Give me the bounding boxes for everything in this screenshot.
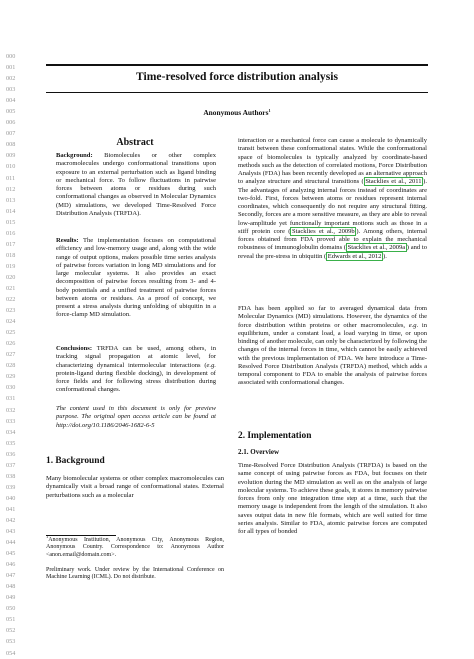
abstract-conclusions-text-1: TRFDA can be used, among others, in tracking signal propagation at atomic level, for characterizing dynamical intermolecular interactions ( — [56, 345, 216, 369]
line-number: 039 — [6, 483, 16, 491]
line-number: 012 — [6, 185, 16, 193]
abstract-conclusions — [56, 345, 216, 395]
line-number: 036 — [6, 450, 16, 458]
overview-paragraph: Time-Resolved Force Distribution Analysis (TRFDA) is based on the same concept of using pairwise forces as FDA, but focuses on their evolution during the MD simulation as well as on the analysis of large molecular systems. To achieve these goals, it stores in memory pairwise forces from only one integration time step at a time, such that the memory usage is independent from the length of the simulation. It also saves output data in new file formats, which are well suited for time series analysis. Similar to FDA, atomic pairwise forces are computed for all types of bonded — [238, 462, 427, 535]
intro-p2-b: in equilibrium, under a constant load, a load varying in time, or upon binding of another molecule, can only be characterized by following the changes of the internal forces in time, which cannot be easily achieved with the previous implementation of FDA. We here introduce a Time-Resolved Force Distribution Analysis (TRFDA) method, which adds a temporal component to FDA to enable the analysis of pairwise forces associated with conformational changes. — [238, 321, 428, 387]
authors — [46, 108, 428, 117]
abstract-heading: Abstract — [116, 137, 154, 148]
authors-footnote-mark: 1 — [268, 108, 271, 113]
abstract-results-text: The implementation focuses on computational efficiency and low-memory usage and, along with the wide range of output options, makes possible time series analysis of pairwise forces variation in long MD simulations and for large molecular systems. It also provides an exact decomposition of pairwise forces resulting from 3- and 4-body potentials and a unified treatment of pairwise forces between atoms or residues. As a proof of concept, we present a stress analysis during unfolding of ubiquitin in a force-clamp MD simulation. — [56, 237, 216, 319]
abstract-conclusions-label: Conclusions: — [56, 345, 93, 352]
line-number: 007 — [6, 130, 16, 138]
intro-paragraph-1 — [238, 137, 427, 261]
abstract-results-label: Results: — [56, 237, 79, 244]
abstract-background-label: Background: — [56, 152, 93, 159]
citation-stacklies-2011[interactable]: Stacklies et al., 2011 — [365, 178, 422, 186]
footnote-preliminary: Preliminary work. Under review by the International Conference on Machine Learning (ICML). Do not distribute. — [46, 567, 224, 581]
line-number: 046 — [6, 561, 16, 569]
line-number: 043 — [6, 528, 16, 536]
line-number: 044 — [6, 539, 16, 547]
intro-p1-d: ) and to reveal the pre-stress in ubiquitin ( — [238, 244, 427, 260]
intro-p1-e: ). — [383, 252, 387, 260]
line-number: 038 — [6, 472, 16, 480]
line-number: 003 — [6, 86, 16, 94]
line-number: 016 — [6, 229, 16, 237]
line-number: 002 — [6, 75, 16, 83]
line-number: 033 — [6, 417, 16, 425]
line-number: 041 — [6, 505, 16, 513]
line-number: 042 — [6, 516, 16, 524]
line-number: 045 — [6, 550, 16, 558]
line-number: 005 — [6, 108, 16, 116]
line-number: 008 — [6, 141, 16, 149]
line-number: 052 — [6, 627, 16, 635]
line-number: 054 — [6, 649, 16, 657]
paper-title: Time-resolved force distribution analysis — [136, 70, 338, 83]
line-number: 017 — [6, 240, 16, 248]
background-paragraph: Many biomolecular systems or other complex macromolecules can dynamically visit a broad range of conformational states. External perturbations such as a molecular — [46, 475, 224, 499]
intro-p1-a: interaction or a mechanical force can cause a molecule to dynamically transit between these conformational states. While the conformational space of biomolecules is typically analyzed by coordinate-based methods such as the detection of correlated motions, Force Distribution Analysis (FDA) has been recently developed as an alternative approach to analyze structure and structural transitions ( — [238, 137, 427, 186]
background-heading: 1. Background — [46, 456, 105, 466]
line-number: 013 — [6, 196, 16, 204]
line-number: 040 — [6, 494, 16, 502]
line-number: 030 — [6, 384, 16, 392]
citation-stacklies-2009a[interactable]: Stacklies et al., 2009a — [347, 244, 406, 252]
line-number: 021 — [6, 284, 16, 292]
footnote-affiliation — [46, 534, 224, 559]
line-number: 009 — [6, 152, 16, 160]
abstract-conclusions-eg: e.g. — [206, 361, 216, 369]
footnote-affiliation-text: Anonymous Institution, Anonymous City, Anonymous Region, Anonymous Country. Correspondence to: Anonymous Author <anon.email@domain.com>. — [46, 537, 224, 558]
line-number: 034 — [6, 428, 16, 436]
line-number: 001 — [6, 64, 16, 72]
citation-edwards-2012[interactable]: Edwards et al., 2012 — [327, 252, 382, 260]
line-number: 035 — [6, 439, 16, 447]
line-number: 048 — [6, 583, 16, 591]
line-number: 022 — [6, 296, 16, 304]
intro-p2-eg: e.g. — [408, 321, 419, 329]
line-number: 006 — [6, 119, 16, 127]
line-number: 004 — [6, 97, 16, 105]
footnote-rule — [46, 535, 116, 536]
line-number: 025 — [6, 329, 16, 337]
line-number: 019 — [6, 262, 16, 270]
implementation-heading: 2. Implementation — [238, 431, 312, 441]
line-number: 049 — [6, 594, 16, 602]
line-number: 028 — [6, 362, 16, 370]
line-number: 047 — [6, 572, 16, 580]
intro-p2-a: FDA has been applied so far to averaged dynamical data from Molecular Dynamics (MD) simulations. However, the dynamics of the force distribution within proteins or other macromolecules, — [238, 305, 427, 329]
line-number: 031 — [6, 395, 16, 403]
intro-p1-c: ). Among others, internal forces obtained from FDA proved able to explain the mechanical robustness of immunoglobulin domains ( — [238, 227, 428, 252]
citation-stacklies-2009b[interactable]: Stacklies et al., 2009b — [292, 227, 355, 235]
line-number: 053 — [6, 638, 16, 646]
line-number: 020 — [6, 273, 16, 281]
line-number: 018 — [6, 251, 16, 259]
authors-text: Anonymous Authors — [203, 108, 269, 117]
line-number: 026 — [6, 340, 16, 348]
line-number: 015 — [6, 218, 16, 226]
title-rule-top — [46, 64, 428, 66]
line-number: 024 — [6, 318, 16, 326]
line-number: 050 — [6, 605, 16, 613]
abstract-background-text: Biomolecules or other complex macromolecules undergo conformational transitions upon exposure to an external perturbation such as ligand binding or mechanical force. To follow fluctuations in pairwise forces between atoms or residues during such conformational changes as observed in Molecular Dynamics (MD) simulations, we developed Time-Resolved Force Distribution Analysis (TRFDA). — [56, 152, 216, 217]
footnote-mark: 1 — [46, 534, 49, 539]
title-rule-bottom — [46, 92, 428, 93]
abstract-background — [56, 152, 216, 218]
line-number: 029 — [6, 373, 16, 381]
line-number: 000 — [6, 53, 16, 60]
overview-heading: 2.1. Overview — [238, 448, 280, 456]
line-number: 027 — [6, 351, 16, 359]
line-number: 032 — [6, 406, 16, 414]
line-number: 011 — [6, 174, 16, 182]
line-number: 014 — [6, 207, 16, 215]
abstract-conclusions-text-2: protein-ligand during flexible docking), in development of force fields and for following stress distribution during conformational changes. — [56, 369, 216, 394]
abstract-note: The content used in this document is only for preview purpose. The original open access article can be found at http://doi.org/10.1186/2046-1682-6-5 — [56, 405, 216, 429]
intro-paragraph-2 — [238, 305, 427, 388]
line-number: 010 — [6, 163, 16, 171]
line-number: 037 — [6, 461, 16, 469]
intro-p1-b: ). The advantages of analyzing internal forces instead of coordinates are two-fold. First, forces between atoms or residues represent internal coordinates, which consequently do not require any structural fitting. Secondly, forces are a more sensitive measure, as they are able to reveal low-amplitude yet functionally important motions such as those in a stiff protein core ( — [238, 178, 427, 235]
abstract-results — [56, 237, 216, 320]
line-number: 051 — [6, 616, 16, 624]
line-numbers — [6, 51, 28, 659]
line-number: 023 — [6, 307, 16, 315]
